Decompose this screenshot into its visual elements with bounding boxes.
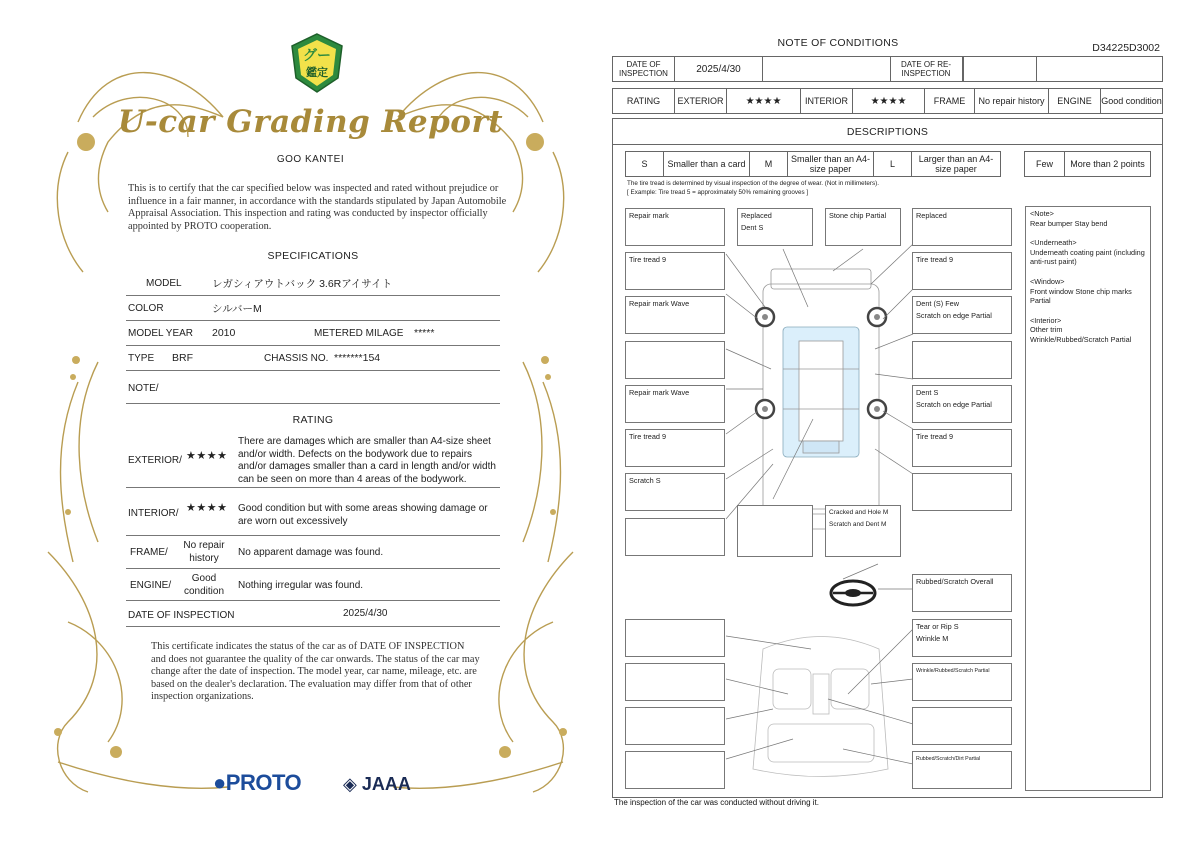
right-box-2: Tire tread 9 bbox=[912, 252, 1012, 290]
goo-kantei-logo bbox=[288, 32, 346, 94]
right-box-6: Tire tread 9 bbox=[912, 429, 1012, 467]
engine-label: ENGINE/ bbox=[130, 580, 172, 591]
issuer-name: GOO KANTEI bbox=[276, 154, 345, 165]
spec-row-model bbox=[126, 271, 500, 296]
tire-tread-note: The tire tread is determined by visual inspection of the degree of wear. (Not in millimeters). [ Example: Tire tread 5 = approximately 50% remaining grooves ] bbox=[627, 180, 879, 196]
left-box-3: Repair mark Wave bbox=[625, 296, 725, 334]
svg-text:グー: グー bbox=[303, 48, 331, 64]
proto-logo: ●PROTO bbox=[213, 770, 302, 795]
interior-stars: ★★★★ bbox=[853, 89, 925, 113]
exterior-stars: ★★★★ bbox=[727, 89, 801, 113]
date-blank-1 bbox=[763, 57, 891, 81]
right-box-5: Dent S Scratch on edge Partial bbox=[912, 385, 1012, 423]
inspection-date-label: DATE OF INSPECTION bbox=[128, 610, 235, 621]
interior-left-box-2 bbox=[625, 663, 725, 701]
metered-milage-label: METERED MILAGE bbox=[314, 327, 404, 339]
mid-box-2: Stone chip Partial bbox=[825, 208, 901, 246]
interior-right-box-5: Rubbed/Scratch/Dirt Partial bbox=[912, 751, 1012, 789]
model-year-label: MODEL YEAR bbox=[128, 327, 194, 339]
inspection-date-label: DATE OF INSPECTION bbox=[613, 57, 675, 81]
frame-label: FRAME bbox=[925, 89, 975, 113]
interior-right-box-1: Rubbed/Scratch Overall bbox=[912, 574, 1012, 612]
interior-right-box-4 bbox=[912, 707, 1012, 745]
interior-right-box-3: Wrinkle/Rubbed/Scratch Partial bbox=[912, 663, 1012, 701]
frame-value: No repair history bbox=[975, 89, 1049, 113]
left-box-1: Repair mark bbox=[625, 208, 725, 246]
note-label: NOTE/ bbox=[128, 383, 159, 394]
engine-description: Nothing irregular was found. bbox=[238, 580, 364, 591]
inspection-date-value: 2025/4/30 bbox=[343, 608, 388, 619]
exterior-label: EXTERIOR bbox=[675, 89, 727, 113]
legend-l: L bbox=[874, 152, 912, 176]
left-box-5: Repair mark Wave bbox=[625, 385, 725, 423]
chassis-value: *******154 bbox=[334, 352, 381, 364]
model-label: MODEL bbox=[146, 277, 182, 289]
notes-panel bbox=[1025, 206, 1151, 791]
exterior-description: There are damages which are smaller than A4-size sheet and/or width. Defects on the bodywork due to repairs and/or damages smaller than a card in length and/or width can be seen on more than 4 areas of the bodywork. bbox=[238, 436, 496, 485]
legend-s: S bbox=[626, 152, 664, 176]
left-box-4 bbox=[625, 341, 725, 379]
spec-row-note bbox=[126, 374, 500, 404]
grading-certificate bbox=[38, 22, 583, 832]
model-year-value: 2010 bbox=[212, 327, 236, 339]
mid-box-4: Cracked and Hole M Scratch and Dent M bbox=[825, 505, 901, 557]
svg-text:鑑定: 鑑定 bbox=[306, 66, 328, 79]
report-id: D34225D3002 bbox=[1092, 42, 1160, 54]
color-label: COLOR bbox=[128, 302, 164, 314]
note-of-conditions bbox=[612, 35, 1164, 810]
spec-row-year bbox=[126, 321, 500, 346]
descriptions-panel bbox=[612, 118, 1163, 798]
right-box-4 bbox=[912, 341, 1012, 379]
type-label: TYPE bbox=[128, 352, 155, 364]
note-underneath: <Underneath> Underneath coating paint (including anti-rust paint) bbox=[1030, 238, 1145, 267]
legend-l-desc: Larger than an A4-size paper bbox=[918, 154, 994, 174]
rating-heading: RATING bbox=[292, 414, 334, 426]
frame-value: No repair history bbox=[183, 540, 225, 564]
note-general: <Note> Rear bumper Stay bend bbox=[1030, 209, 1108, 228]
noc-footer: The inspection of the car was conducted without driving it. bbox=[614, 798, 819, 807]
interior-label: INTERIOR/ bbox=[128, 508, 179, 519]
chassis-label: CHASSIS NO. bbox=[264, 352, 329, 364]
legend-few-desc: More than 2 points bbox=[1070, 159, 1145, 169]
right-box-3: Dent (S) Few Scratch on edge Partial bbox=[912, 296, 1012, 334]
mid-box-3 bbox=[737, 505, 813, 557]
interior-stars: ★★★★ bbox=[186, 502, 228, 514]
interior-left-box-4 bbox=[625, 751, 725, 789]
jaaa-logo: ◈ JAAA bbox=[343, 774, 411, 794]
frame-label: FRAME/ bbox=[130, 547, 168, 558]
certification-statement: This is to certify that the car specified below was inspected and rated without prejudice or influence in a fair manner, in accordance with the standards stipulated by Japan Automobile Appraisal Association. This inspection and rating was conducted by inspector officially appointed by PROTO cooperation. bbox=[128, 183, 507, 232]
report-title: U-car Grading Report bbox=[117, 104, 504, 140]
engine-value: Good condition bbox=[1101, 96, 1162, 106]
note-window: <Window> Front window Stone chip marks Partial bbox=[1030, 276, 1132, 306]
date-row bbox=[612, 56, 1163, 82]
specifications-heading: SPECIFICATIONS bbox=[267, 250, 359, 262]
rating-row-frame bbox=[126, 536, 500, 569]
left-box-8 bbox=[625, 518, 725, 556]
interior-label: INTERIOR bbox=[801, 89, 853, 113]
model-value: レガシィアウトバック 3.6Rアイサイト bbox=[212, 277, 393, 290]
legend-m-desc: Smaller than an A4-size paper bbox=[788, 152, 874, 176]
rating-row-interior bbox=[126, 488, 500, 536]
noc-title: NOTE OF CONDITIONS bbox=[777, 37, 899, 49]
interior-description: Good condition but with some areas showing damage or are worn out excessively bbox=[238, 503, 488, 527]
color-value: シルバーM bbox=[212, 302, 262, 315]
type-value: BRF bbox=[172, 352, 193, 364]
interior-left-box-3 bbox=[625, 707, 725, 745]
metered-milage-value: ***** bbox=[414, 327, 435, 339]
left-box-7: Scratch S bbox=[625, 473, 725, 511]
note-interior: <Interior> Other trim Wrinkle/Rubbed/Scratch Partial bbox=[1030, 315, 1132, 344]
engine-value: Good condition bbox=[183, 573, 225, 597]
certificate-disclaimer: This certificate indicates the status of the car as of DATE OF INSPECTION and does not guarantee the quality of the car onwards. The status of the car may change after the date of inspection. The model year, car name, mileage, etc. are based on the dealer's declaration. The evaluation may differ from that of other inspection organizations. bbox=[151, 641, 480, 703]
right-box-7 bbox=[912, 473, 1012, 511]
exterior-label: EXTERIOR/ bbox=[128, 455, 182, 466]
interior-left-box-1 bbox=[625, 619, 725, 657]
spec-row-color bbox=[126, 296, 500, 321]
mid-box-1: Replaced Dent S bbox=[737, 208, 813, 246]
engine-label: ENGINE bbox=[1049, 89, 1101, 113]
frame-description: No apparent damage was found. bbox=[238, 547, 384, 558]
legend-s-desc: Smaller than a card bbox=[664, 152, 750, 176]
legend-few: Few bbox=[1025, 152, 1065, 176]
right-box-1: Replaced bbox=[912, 208, 1012, 246]
inspection-date-value: 2025/4/30 bbox=[675, 57, 763, 81]
brand-logos bbox=[213, 770, 413, 800]
descriptions-heading: DESCRIPTIONS bbox=[613, 119, 1162, 145]
rating-row-date bbox=[126, 601, 500, 627]
left-box-2: Tire tread 9 bbox=[625, 252, 725, 290]
reinspection-date-label: DATE OF RE-INSPECTION bbox=[900, 60, 952, 78]
ornamental-gold-frame bbox=[38, 22, 583, 832]
spec-row-type bbox=[126, 346, 500, 371]
exterior-stars: ★★★★ bbox=[186, 450, 228, 462]
interior-right-box-2: Tear or Rip S Wrinkle M bbox=[912, 619, 1012, 657]
legend-m: M bbox=[750, 152, 788, 176]
rating-row-exterior bbox=[126, 434, 500, 488]
rating-label: RATING bbox=[613, 89, 675, 113]
left-box-6: Tire tread 9 bbox=[625, 429, 725, 467]
rating-row-engine bbox=[126, 569, 500, 601]
noc-rating-row bbox=[612, 88, 1163, 114]
